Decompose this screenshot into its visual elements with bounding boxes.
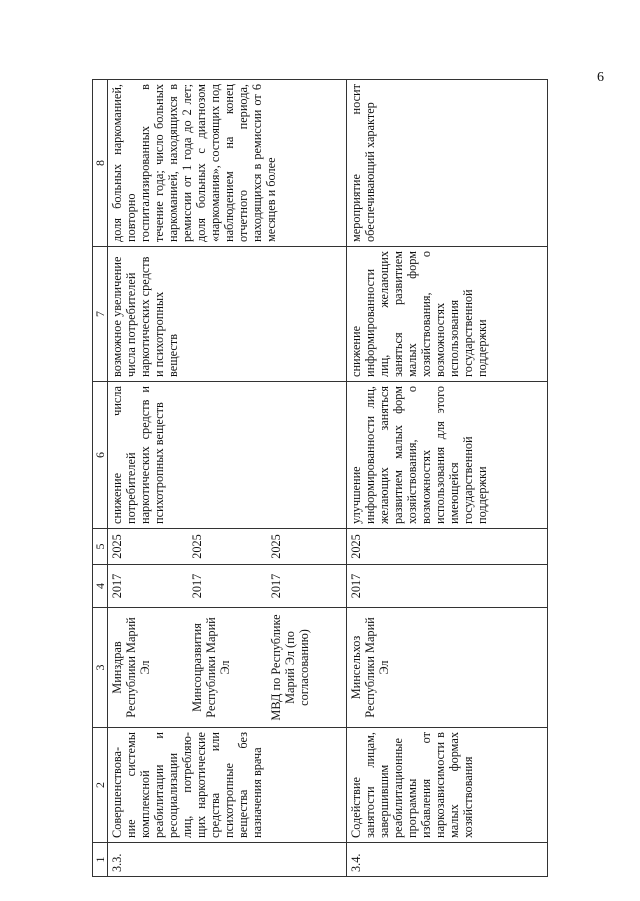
column-number: 1 (93, 843, 108, 877)
executor: Минздрав Республики Марий Эл (108, 608, 188, 728)
executor: МВД по Республике Марий Эл (по согласованию) (267, 608, 347, 728)
column-number: 6 (93, 382, 108, 529)
table-row (108, 80, 188, 877)
column-number: 7 (93, 247, 108, 382)
start-year: 2017 (188, 565, 267, 608)
row-number: 3.4. (347, 843, 548, 877)
end-year: 2025 (188, 529, 267, 565)
program-table (92, 79, 548, 877)
expected-result: снижение числа потребителей наркотических средств и психотропных веществ (108, 382, 347, 529)
start-year: 2017 (347, 565, 548, 608)
expected-result: улучшение информированности лиц, желающих заняться развитием малых форм хозяйствования, о возможностях использования для этого имеющейся государственной поддержки (347, 382, 548, 529)
column-number-row (93, 80, 108, 877)
non-implementation-consequences: возможное увеличение числа потребителей наркотических средств и психотропных веществ (108, 247, 347, 382)
start-year: 2017 (267, 565, 347, 608)
start-year: 2017 (108, 565, 188, 608)
indicators: доля больных наркоманией, повторно госпитализированных в течение года; число больных наркоманией, находящихся в ремиссии от 1 года до 2 лет; доля больных с диагнозом «наркомания», состоящих под наблюдением на конец отчетного периода, находящихся в ремиссии от 6 месяцев и более (108, 80, 347, 247)
measure-name: Содействие занятости лицам, завершившим реабилитационные программы избавления от наркозависимости в малых формах хозяйствования (347, 728, 548, 843)
executor: Минсоцразвития Республики Марий Эл (188, 608, 267, 728)
page-number: 6 (597, 70, 604, 85)
program-table-rotated (92, 80, 548, 877)
measure-name: Совершенствова-ние системы комплексной реабилитации и ресоциализации лиц, потребляю-щих наркотические средства или психотропные вещества без назначения врача (108, 728, 347, 843)
end-year: 2025 (347, 529, 548, 565)
indicators: мероприятие носит обеспечивающий характер (347, 80, 548, 247)
executor: Минсельхоз Республики Марий Эл (347, 608, 548, 728)
non-implementation-consequences: снижение информированности лиц, желающих заняться развитием малых форм хозяйствования, о возможностях использования государственной поддержки (347, 247, 548, 382)
column-number: 8 (93, 80, 108, 247)
end-year: 2025 (108, 529, 188, 565)
column-number: 5 (93, 529, 108, 565)
column-number: 3 (93, 608, 108, 728)
row-number: 3.3. (108, 843, 347, 877)
end-year: 2025 (267, 529, 347, 565)
column-number: 2 (93, 728, 108, 843)
table-row (347, 80, 548, 877)
column-number: 4 (93, 565, 108, 608)
